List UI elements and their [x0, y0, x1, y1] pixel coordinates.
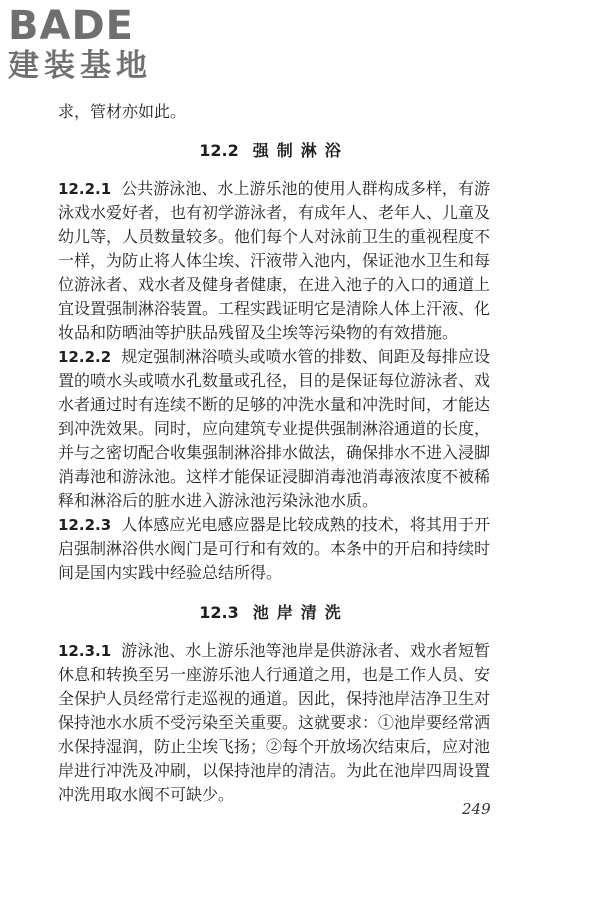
section-heading-12-2	[58, 139, 490, 163]
clause-text: 公共游泳池、水上游乐池的使用人群构成多样，有游泳戏水爱好者，也有初学游泳者，有成年人、老年人、儿童及幼儿等，人员数量较多。他们每个人对泳前卫生的重视程度不一样，为防止将人体尘埃、汗液带入池内，保证池水卫生和每位游泳者、戏水者及健身者健康，在进入池子的入口的通道上宜设置强制淋浴装置。工程实践证明它是清除人体上汗液、化妆品和防晒油等护肤品残留及尘埃等污染物的有效措施。	[58, 179, 491, 342]
section-heading-12-3	[58, 601, 490, 625]
clause-number: 12.2.1	[58, 180, 112, 198]
clause-12-2-1	[58, 177, 490, 345]
section-number: 12.2	[199, 141, 239, 160]
logo-wordmark: BADE	[8, 3, 134, 49]
clause-number: 12.2.2	[58, 348, 112, 366]
logo	[8, 4, 178, 86]
continuation-text: 求，管材亦如此。	[58, 102, 187, 121]
clause-text: 人体感应光电感应器是比较成熟的技术，将其用于开启强制淋浴供水阀门是可行和有效的。本条中的开启和持续时间是国内实践中经验总结所得。	[58, 515, 491, 582]
section-number: 12.3	[199, 603, 239, 622]
clause-12-2-2	[58, 345, 490, 513]
clause-12-3-1	[58, 639, 490, 807]
section-title: 强制淋浴	[252, 141, 349, 160]
page-number: 249	[462, 800, 491, 818]
clause-number: 12.2.3	[58, 516, 112, 534]
clause-text: 规定强制淋浴喷头或喷水管的排数、间距及每排应设置的喷水头或喷水孔数量或孔径，目的是保证每位游泳者、戏水者通过时有连续不断的足够的冲洗水量和冲洗时间，才能达到冲洗效果。同时，应向建筑专业提供强制淋浴通道的长度，并与之密切配合收集强制淋浴排水做法，确保排水不进入浸脚消毒池和游泳池。这样才能保证浸脚消毒池消毒液浓度不被稀释和淋浴后的脏水进入游泳池污染泳池水质。	[58, 347, 491, 510]
logo-chinese-text: 建装基地	[8, 48, 152, 84]
clause-text: 游泳池、水上游乐池等池岸是供游泳者、戏水者短暂休息和转换至另一座游乐池人行通道之用，也是工作人员、安全保护人员经常行走巡视的通道。因此，保持池岸洁净卫生对保持池水水质不受污染至关重要。这就要求：①池岸要经常洒水保持湿润，防止尘埃飞扬；②每个开放场次结束后，应对池岸进行冲洗及冲刷，以保持池岸的清洁。为此在池岸四周设置冲洗用取水阀不可缺少。	[58, 641, 491, 804]
section-title: 池岸清洗	[252, 603, 349, 622]
clause-number: 12.3.1	[58, 642, 112, 660]
clause-12-2-3	[58, 513, 490, 585]
page-body	[58, 100, 490, 807]
